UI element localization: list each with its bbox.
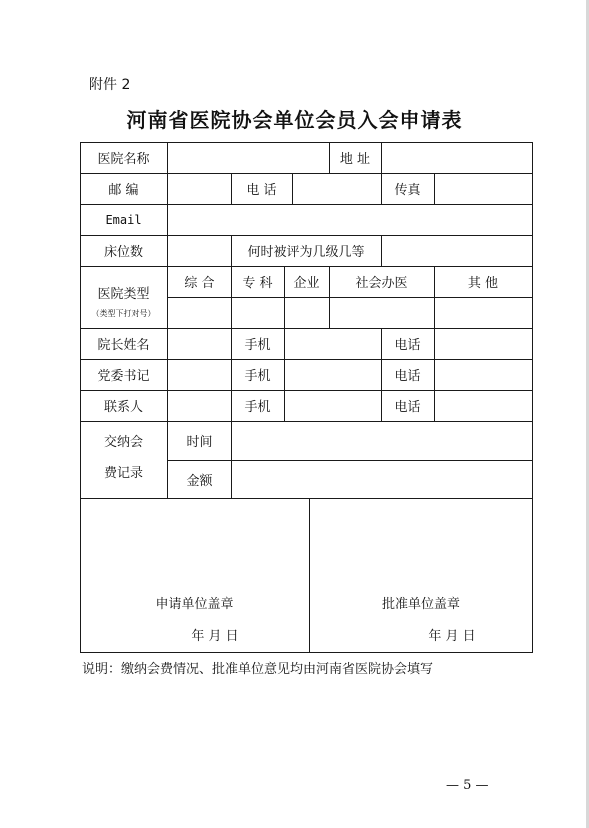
postcode-label: 邮 编 <box>108 183 139 198</box>
president-name-field[interactable] <box>168 328 231 359</box>
president-tel-field[interactable] <box>435 328 532 359</box>
application-form <box>80 142 533 653</box>
email-field[interactable] <box>168 204 532 235</box>
fee-amount-label: 金额 <box>186 473 213 489</box>
contact-mobile-label: 手机 <box>244 400 271 415</box>
email-label: Email <box>105 212 142 227</box>
footnote: 说明：缴纳会费情况、批准单位意见均由河南省医院协会填写 <box>82 662 434 677</box>
hospital-name-field[interactable] <box>168 142 329 173</box>
president-label: 院长姓名 <box>97 338 150 353</box>
type-option-other: 其 他 <box>467 276 499 291</box>
approver-seal-label: 批准单位盖章 <box>381 596 460 612</box>
type-check-enterprise[interactable] <box>285 298 329 328</box>
party-secretary-mobile-label: 手机 <box>244 369 271 384</box>
fax-label: 传真 <box>394 183 421 198</box>
col-line <box>309 498 310 653</box>
type-option-specialty: 专 科 <box>242 276 273 291</box>
approver-date: 年 月 日 <box>428 628 476 644</box>
contact-name-field[interactable] <box>168 390 231 421</box>
type-check-general[interactable] <box>168 298 231 328</box>
address-field[interactable] <box>382 142 532 173</box>
party-secretary-tel-field[interactable] <box>435 359 532 390</box>
contact-mobile-field[interactable] <box>285 390 381 421</box>
party-secretary-mobile-field[interactable] <box>285 359 381 390</box>
party-secretary-name-field[interactable] <box>168 359 231 390</box>
fee-time-field[interactable] <box>232 421 532 460</box>
contact-label: 联系人 <box>103 400 143 415</box>
president-mobile-label: 手机 <box>244 338 271 353</box>
party-secretary-tel-label: 电话 <box>394 369 421 384</box>
contact-tel-label: 电话 <box>394 400 421 415</box>
beds-label: 床位数 <box>103 245 143 260</box>
page-number: — 5 — <box>446 778 489 793</box>
phone-label: 电 话 <box>246 183 277 198</box>
hospital-type-label: 医院类型 <box>97 287 150 302</box>
type-check-private[interactable] <box>330 298 434 328</box>
hospital-type-hint: （类型下打对号） <box>91 309 156 318</box>
fax-field[interactable] <box>435 173 532 204</box>
row-line <box>80 498 533 499</box>
applicant-seal-label: 申请单位盖章 <box>155 596 234 612</box>
rating-field[interactable] <box>382 235 532 266</box>
rating-label: 何时被评为几级几等 <box>247 245 365 260</box>
party-secretary-label: 党委书记 <box>97 369 150 384</box>
president-mobile-field[interactable] <box>285 328 381 359</box>
address-label: 地 址 <box>339 152 371 167</box>
hospital-name-label: 医院名称 <box>97 152 150 167</box>
phone-field[interactable] <box>293 173 381 204</box>
fee-time-label: 时间 <box>186 435 213 450</box>
president-tel-label: 电话 <box>394 338 421 353</box>
form-border-right <box>532 142 533 653</box>
type-check-other[interactable] <box>435 298 532 328</box>
applicant-date: 年 月 日 <box>191 628 239 644</box>
beds-field[interactable] <box>168 235 231 266</box>
fee-record-label-line2: 费记录 <box>103 466 143 481</box>
page-title: 河南省医院协会单位会员入会申请表 <box>126 108 463 132</box>
type-check-specialty[interactable] <box>232 298 284 328</box>
fee-amount-field[interactable] <box>232 460 532 498</box>
type-option-private: 社会办医 <box>355 276 408 291</box>
form-border-bottom <box>80 652 533 653</box>
contact-tel-field[interactable] <box>435 390 532 421</box>
fee-record-label-line1: 交纳会 <box>103 435 143 450</box>
hospital-type-cell <box>80 266 167 328</box>
type-option-general: 综 合 <box>184 276 215 291</box>
attachment-label: 附件 2 <box>89 77 131 93</box>
postcode-field[interactable] <box>168 173 231 204</box>
fee-record-label <box>80 421 167 498</box>
type-option-enterprise: 企业 <box>293 276 320 291</box>
